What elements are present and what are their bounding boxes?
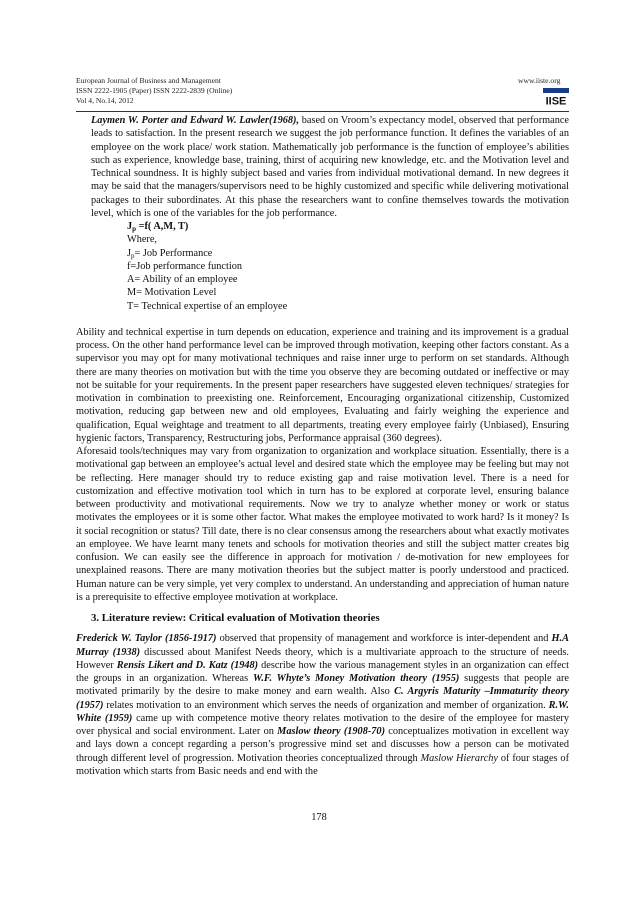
journal-website[interactable]: www.iiste.org <box>518 76 561 85</box>
journal-title: European Journal of Business and Management <box>76 76 221 85</box>
logo-text: IISE <box>545 95 567 106</box>
citation-white: R.W. White (1959) <box>76 699 569 724</box>
job-performance-formula <box>76 220 569 313</box>
header-rule <box>76 111 569 112</box>
citation-whyte: W.F. Whyte’s Money Motivation theory (1955) <box>252 673 460 684</box>
citation-taylor: Frederick W. Taylor (1856-1917) <box>76 633 217 645</box>
paragraph-aforesaid: Aforesaid tools/techniques may vary from organization to organization and workplace situation. Essentially, there is a motivational gap between an employee’s actual level and desired state which the employee may be feeling but may not be reflecting. Here manager should try to reduce existing gap and raise motivation level. There is a need for customization and effective motivation tool which in turn has to be explored at corporate level, ensuring balance between productivity and motivational requirements. Now we try to analyze whether money or work or status motivates the employees or it is some other factor. What makes the employee motivated to work hard? Is it money? Is it social recognition or status? Till date, there is no clear consensus among the researchers about what exactly motivates an employee. We have learnt many tenets and schools for motivation theories and still the subject matter creates big confusion. We can easily see the difference in approach for motivation / de-motivation for new employees for unexplained reasons. There are many motivation theories but the subject matter is poorly understood and practiced. Human nature can be very simple, yet very complex to understand. An understanding and appreciation of human nature is a prerequisite to effective employee motivation at workplace. <box>76 446 569 603</box>
paragraph-ability: Ability and technical expertise in turn depends on education, experience and training and its improvement is a gradual process. On the other hand performance level can be improved through motivation, keeping other factors constant. As a supervisor you may opt for many motivational techniques and raise inner urge to perform on set standards. Although there are many theories on motivation but with the time you observe they are becoming outdated or ineffective or may not be suitable for your requirements. In the present paper researchers have suggested eleven techniques/ strategies for motivation in combination to preexisting one. Reinforcement, Encouraging organizational citizenship, Customized motivation, reducing gap between new and old employees, Evaluating and fairly weighing the experience and qualification, Equal weightage and treatment to all departments, treating every employee fairly (Unbiased), Ensuring hygienic factors, Transparency, Restructuring jobs, Performance appraisal (360 degrees). <box>76 326 569 444</box>
formula-def-f: f=Job performance function <box>127 260 243 272</box>
formula-def-t: T= Technical expertise of an employee <box>127 300 288 312</box>
paragraph-text: based on Vroom’s expectancy model, observed that performance leads to satisfaction. In the present research we suggest the job performance function. It defines the variables of an employee on the work place/ work station. Mathematically job performance is the function of employee’s abilities such as experience, knowledge base, training, thirst of acquiring new knowledge, etc. and the Motivation level and Technical soundness. It is highly subject based and varies from individual motivational demand. In new degrees it may be said that the managers/supervisors need to be highly customized and specific while delivering motivational packages to their subordinates. At this phase the researchers want to confine themselves towards the motivation level, which is one of the variables for the job performance. <box>91 115 570 219</box>
maslow-hierarchy-term: Maslow Hierarchy <box>420 752 498 764</box>
journal-header <box>76 76 566 106</box>
journal-volume: Vol 4, No.14, 2012 <box>76 96 134 105</box>
formula-def-a: A= Ability of an employee <box>127 274 238 285</box>
section-heading: 3. Literature review: Critical evaluation of Motivation theories <box>91 612 380 624</box>
citation-maslow: Maslow theory (1908-70) <box>277 726 386 737</box>
citation-porter-lawler: Laymen W. Porter and Edward W. Lawler(1968), <box>91 115 300 126</box>
formula-equation: $J_p =f$( A,M, T) <box>127 221 189 233</box>
paragraph-porter-lawler <box>76 114 569 220</box>
page-number: 178 <box>311 812 327 823</box>
paper-body <box>76 114 569 778</box>
formula-where: Where, <box>127 234 158 246</box>
formula-def-jp: $J_p=$ Job Performance <box>127 247 213 260</box>
citation-argyris: C. Argyris Maturity –Immaturity theory (1957) <box>76 686 570 711</box>
journal-issn: ISSN 2222-1905 (Paper) ISSN 2222-2839 (Online) <box>76 86 233 95</box>
citation-likert-katz: Rensis Likert and D. Katz (1948) <box>116 659 259 671</box>
formula-def-m: M= Motivation Level <box>127 287 217 299</box>
citation-murray: H.A Murray (1938) <box>76 633 569 658</box>
iiste-logo <box>543 88 569 106</box>
paragraph-literature: Frederick W. Taylor (1856-1917) observed that propensity of management and workforce is inter-dependent and H.A Murray (1938) discussed about Manifest Needs theory, which is a multivariate approach to the structure of needs. However Rensis Likert and D. Katz (1948) describe how the various management styles in an organization can effect the groups in an organization. Whereas W.F. Whyte’s Money Motivation theory (1955) suggests that people are motivated primarily by the desire to make money and earn wealth. Also C. Argyris Maturity –Immaturity theory (1957) relates motivation to an environment which serves the needs of organization and member of organization. R.W. White (1959) came up with competence motive theory relates motivation to the desire of the employee for mastery over physical and social environment. Later on Maslow theory (1908-70) conceptualizes motivation in excellent way and lays down a concept regarding a person’s progressive mind set and discusses how a person can be motivated through different level of progression. Motivation theories conceptualized through Maslow Hierarchy of four stages of motivation which starts from Basic needs and end with the <box>76 633 570 777</box>
